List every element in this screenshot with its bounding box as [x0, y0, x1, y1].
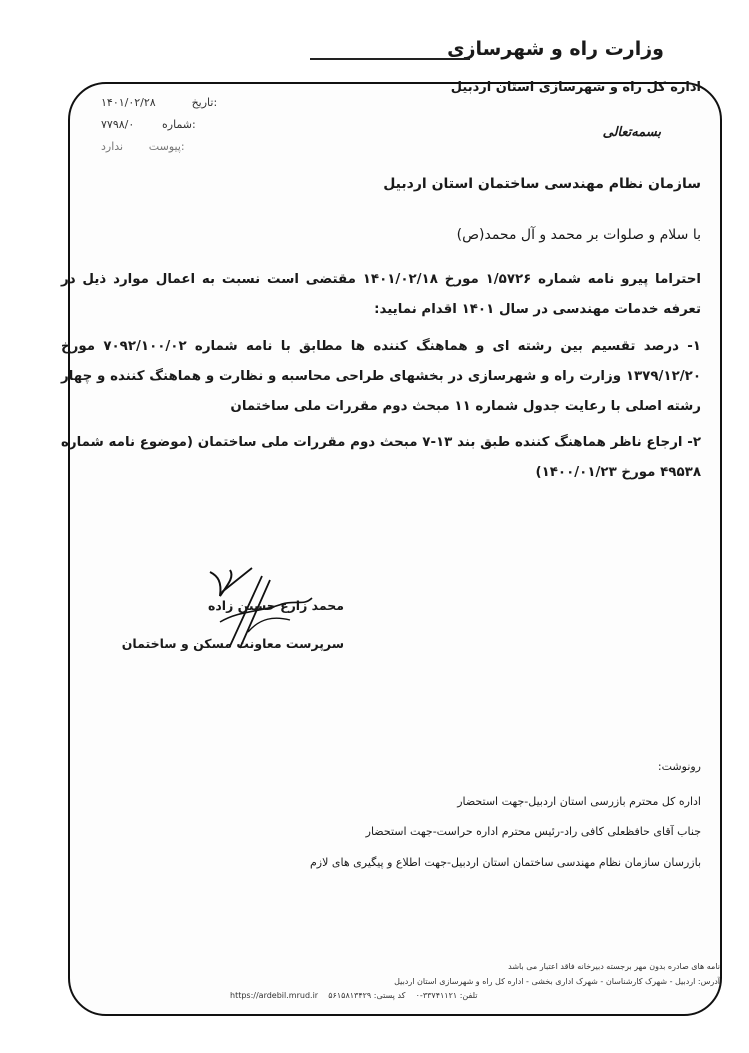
attachment-label: پیوست: [148, 140, 185, 153]
intro-paragraph: احتراما پیرو نامه شماره ۱/۵۷۲۶ مورخ ۱۴۰۱/۰۲/۱۸ مقتضی است نسبت به اعمال موارد ذیل در تعرفه خدمات مهندسی در سال ۱۴۰۱ اقدام نمایید: [61, 272, 701, 317]
footer-postal: کد پستی: ۵۶۱۵۸۱۳۴۲۹ [328, 991, 406, 1000]
cc-item: اداره کل محترم بازرسی استان اردبیل-جهت استحضار [457, 795, 701, 808]
number-value: ۷۷۹۸/۰ [101, 118, 135, 131]
cc-heading: رونوشت: [657, 760, 701, 773]
header-rule [310, 58, 470, 60]
letter-frame [68, 82, 722, 1016]
attachment-row [95, 140, 185, 153]
recipient: سازمان نظام مهندسی ساختمان استان اردبیل [383, 176, 701, 192]
footer-contact [230, 991, 720, 1000]
footer-notice: نامه های صادره بدون مهر برجسته دبیرخانه فاقد اعتبار می باشد [508, 962, 720, 971]
item-2: ۲- ارجاع ناظر هماهنگ کننده طبق بند ۱۳-۷ مبحث دوم مقررات ملی ساختمان (موضوع نامه شماره ۴۹۵۳۸ مورخ ۱۴۰۰/۰۱/۲۳) [61, 435, 701, 480]
attachment-value: ندارد [101, 140, 124, 153]
footer-phone: تلفن: ۳۳۷۴۱۱۲۱-۰ [415, 991, 478, 1000]
date-label: تاریخ: [191, 96, 218, 109]
bismillah: بسمه‌تعالی [602, 125, 661, 140]
ministry-name: وزارت راه و شهرسازی [447, 38, 664, 60]
footer-website: https://ardebil.mrud.ir [230, 991, 319, 1000]
greeting: با سلام و صلوات بر محمد و آل محمد(ص) [456, 227, 701, 243]
date-value: ۱۴۰۱/۰۲/۲۸ [101, 96, 156, 109]
department-name: اداره کل راه و شهرسازی استان اردبیل [450, 80, 701, 95]
number-row [95, 118, 196, 131]
signatory-title: سرپرست معاونت مسکن و ساختمان [121, 636, 344, 651]
date-row [95, 96, 217, 109]
cc-item: جناب آقای حافظعلی کافی راد-رئیس محترم اداره حراست-جهت استحضار [365, 825, 701, 838]
item-1: ۱- درصد تقسیم بین رشته ای و هماهنگ کننده ها مطابق با نامه شماره ۷۰۹۲/۱۰۰/۰۲ مورخ ۱۳۷۹/۱۲/۲۰ وزارت راه و شهرسازی در بخشهای طراحی محاسبه و نظارت و هماهنگ کننده و چهار رشته اصلی با رعایت جدول شماره ۱۱ مبحث دوم مقررات ملی ساختمان [61, 339, 701, 414]
number-label: شماره: [162, 118, 196, 131]
signatory-name: محمد زارع حسین زاده [208, 598, 344, 613]
cc-item: بازرسان سازمان نظام مهندسی ساختمان استان اردبیل-جهت اطلاع و پیگیری های لازم [309, 856, 701, 869]
footer-address: آدرس: اردبیل - شهرک کارشناسان - شهرک اداری بخشی - اداره کل راه و شهرسازی استان اردبیل [394, 977, 720, 986]
